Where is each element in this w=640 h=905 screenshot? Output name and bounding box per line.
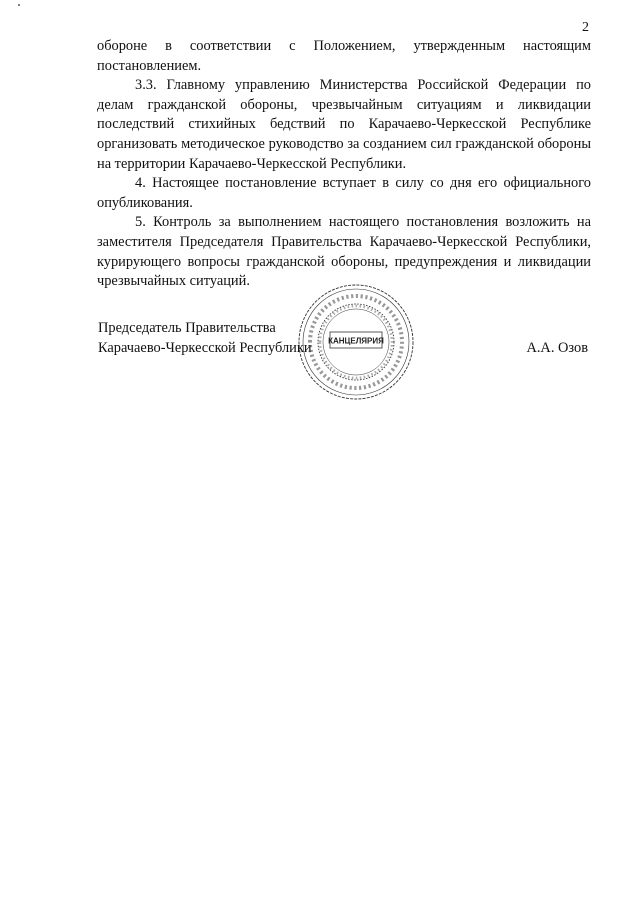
scan-speck <box>18 4 20 6</box>
stamp-center-text: КАНЦЕЛЯРИЯ <box>328 336 384 346</box>
document-body <box>97 37 591 292</box>
paragraph-5: 5. Контроль за выполнением настоящего постановления возложить на заместителя Председателя Правительства Карачаево-Черкесской Республики, курирующего вопросы гражданской обороны, предупреждения и ликвидации чрезвычайных ситуаций. <box>97 214 591 290</box>
signer-title <box>98 319 312 358</box>
paragraph-continuation: обороне в соответствии с Положением, утвержденным настоящим постановлением. <box>97 38 591 74</box>
signer-title-line-1: Председатель Правительства <box>98 320 276 336</box>
paragraph-3-3: 3.3. Главному управлению Министерства Российской Федерации по делам гражданской обороны, чрезвычайным ситуациям и ликвидации последствий стихийных бедствий по Карачаево-Черкесской Республике организовать методическое руководство за созданием сил гражданской обороны на территории Карачаево-Черкесской Республики. <box>97 77 591 172</box>
page-number: 2 <box>582 20 589 35</box>
signer-name: А.А. Озов <box>526 339 588 356</box>
official-stamp <box>296 282 416 402</box>
paragraph-4: 4. Настоящее постановление вступает в силу со дня его официального опубликования. <box>97 175 591 211</box>
signer-title-line-2: Карачаево-Черкесской Республики <box>98 339 312 356</box>
